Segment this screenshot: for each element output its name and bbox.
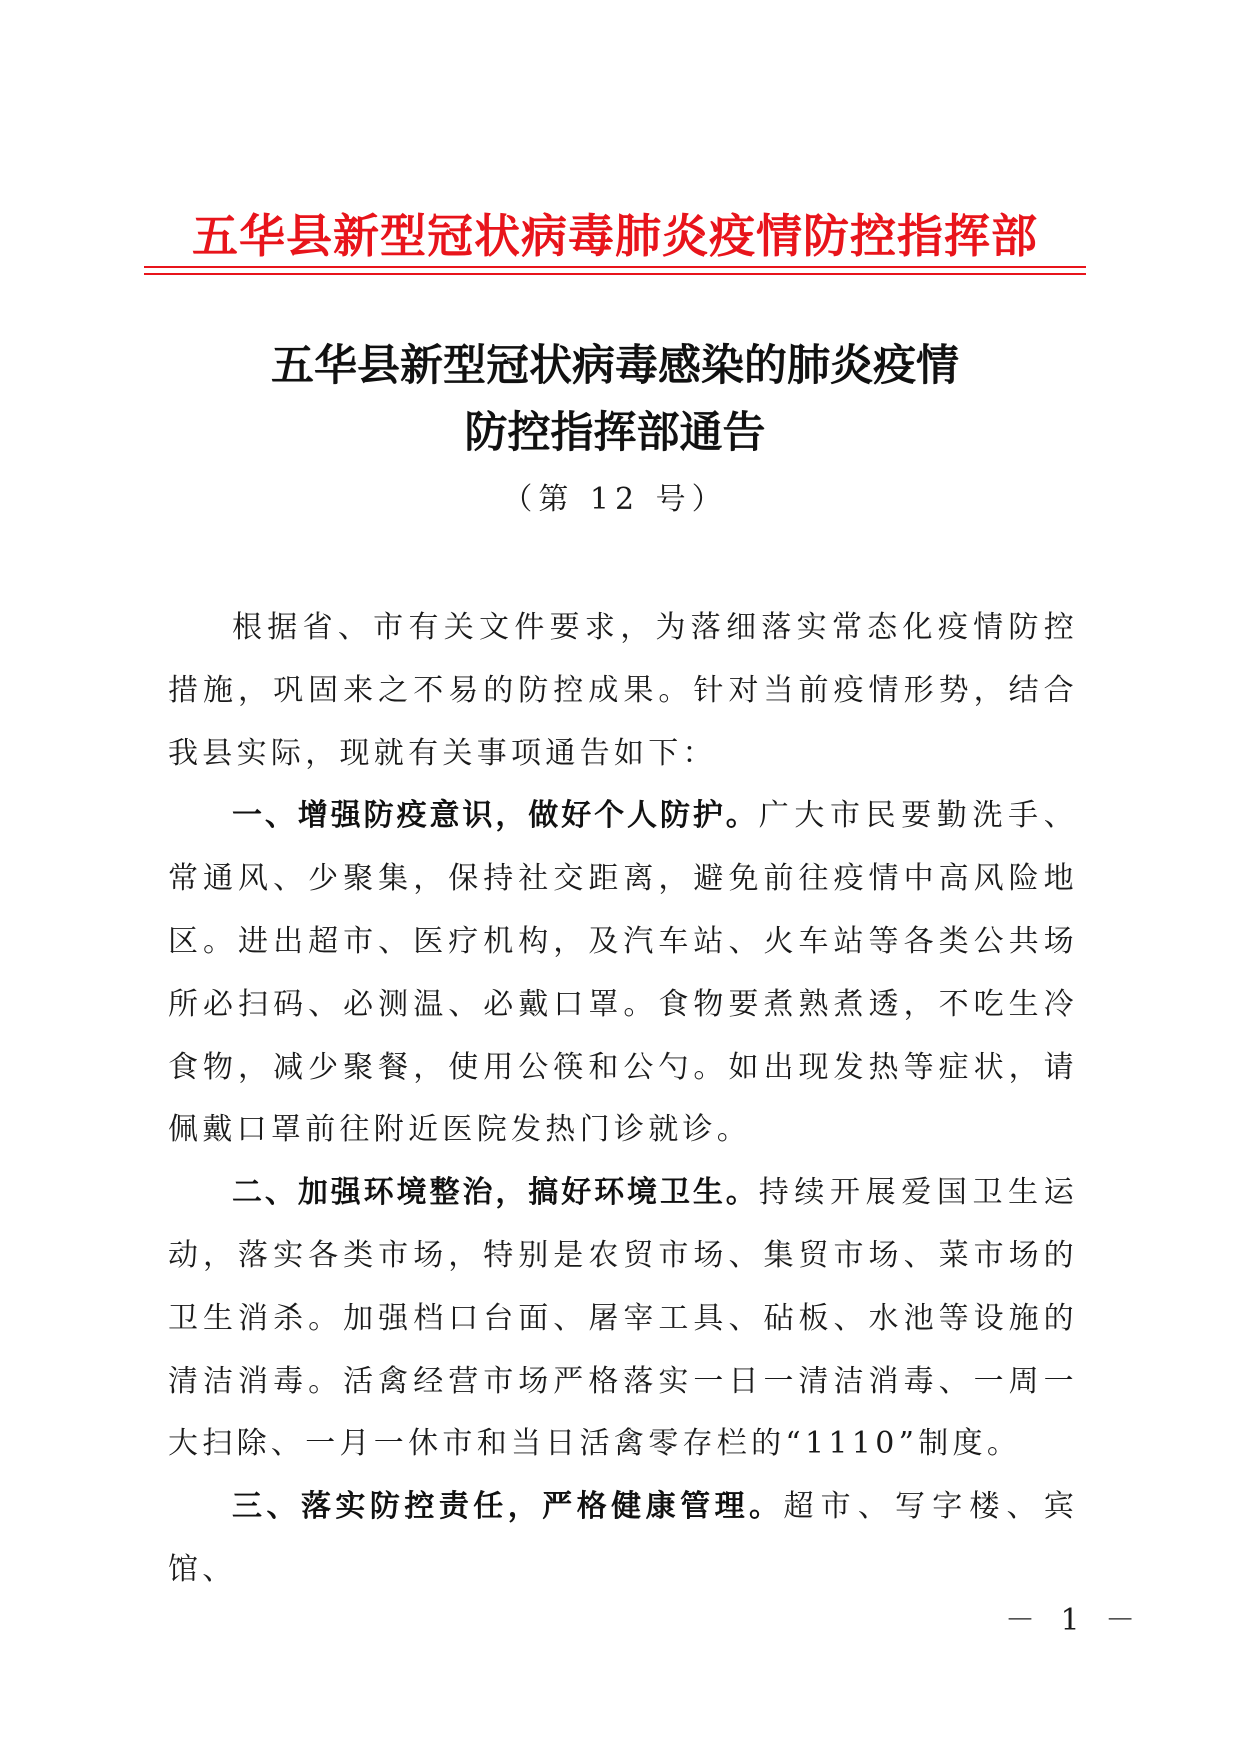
section-heading-3: 三、落实防控责任，严格健康管理。 bbox=[232, 1489, 784, 1525]
notice-title-line-2: 防控指挥部通告 bbox=[464, 408, 766, 458]
notice-number: （第 12 号） bbox=[502, 482, 728, 517]
section-paragraph-3 bbox=[168, 1476, 1078, 1602]
page-number: － 1 － bbox=[1005, 1603, 1144, 1638]
section-text-3: 超市、写字楼、宾馆、 bbox=[168, 1489, 1078, 1587]
section-paragraph-1 bbox=[168, 785, 1078, 1162]
section-heading-1: 一、增强防疫意识，做好个人防护。 bbox=[232, 798, 759, 834]
section-text-2: 持续开展爱国卫生运动，落实各类市场，特别是农贸市场、集贸市场、菜市场的卫生消杀。加强档口台面、屠宰工具、砧板、水池等设施的清洁消毒。活禽经营市场严格落实一日一清洁消毒、一周一大扫除、一月一休市和当日活禽零存栏的“1110”制度。 bbox=[168, 1175, 1078, 1462]
notice-title-line-1: 五华县新型冠状病毒感染的肺炎疫情 bbox=[271, 341, 959, 391]
notice-body bbox=[168, 597, 1078, 1602]
masthead-org-name: 五华县新型冠状病毒肺炎疫情防控指挥部 bbox=[192, 209, 1038, 263]
section-text-1: 广大市民要勤洗手、常通风、少聚集，保持社交距离，避免前往疫情中高风险地区。进出超市、医疗机构，及汽车站、火车站等各类公共场所必扫码、必测温、必戴口罩。食物要煮熟煮透，不吃生冷食物，减少聚餐，使用公筷和公勺。如出现发热等症状，请佩戴口罩前往附近医院发热门诊就诊。 bbox=[168, 798, 1078, 1148]
section-heading-2: 二、加强环境整治，搞好环境卫生。 bbox=[232, 1175, 759, 1211]
masthead-red-rule-top bbox=[144, 266, 1086, 268]
intro-paragraph: 根据省、市有关文件要求，为落细落实常态化疫情防控措施，巩固来之不易的防控成果。针对当前疫情形势，结合我县实际，现就有关事项通告如下： bbox=[168, 610, 1078, 771]
section-paragraph-2 bbox=[168, 1162, 1078, 1476]
masthead-red-rule-bottom bbox=[144, 273, 1086, 275]
